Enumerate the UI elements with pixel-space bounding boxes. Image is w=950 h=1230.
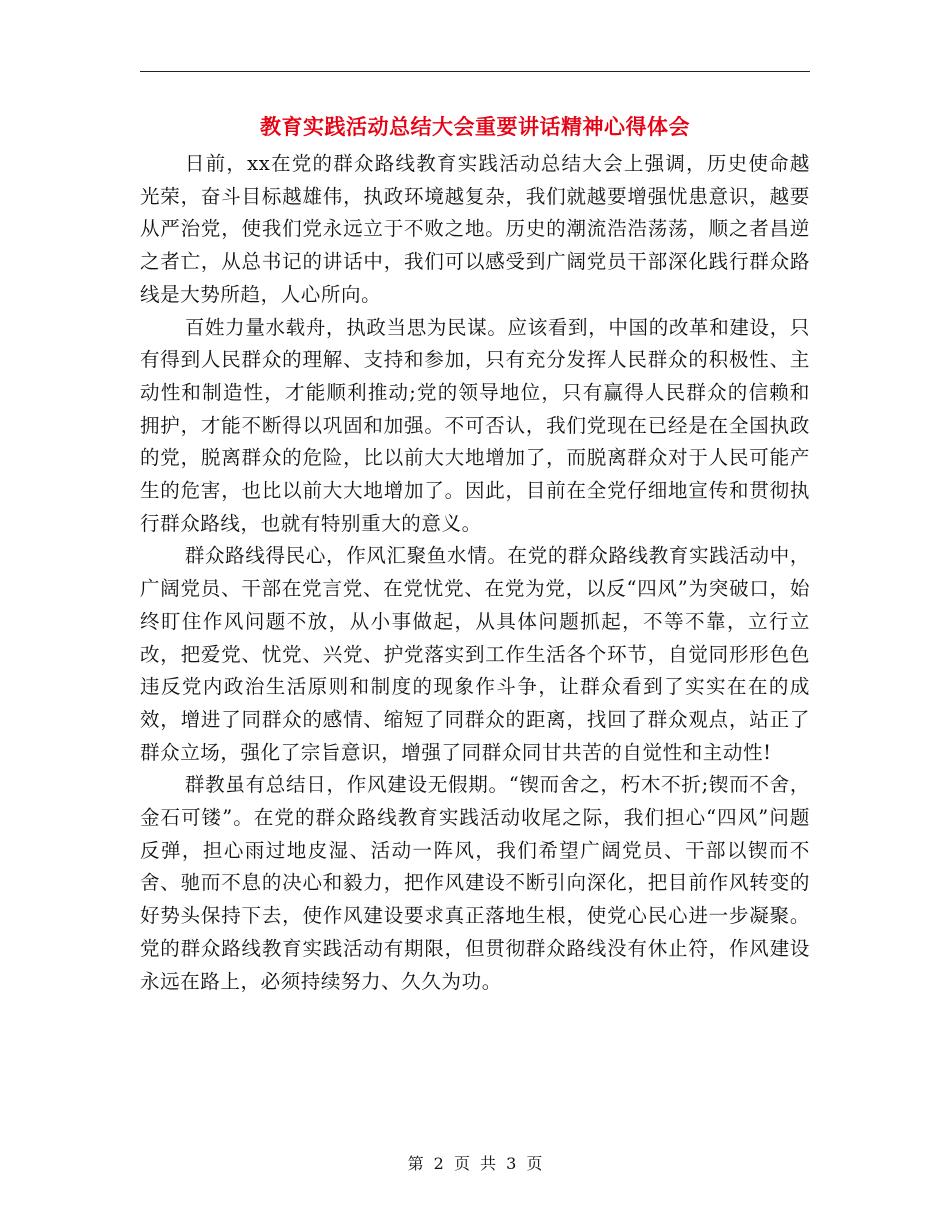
page-number-footer: 第 2 页 共 3 页 xyxy=(407,1154,543,1173)
paragraph-3: 群众路线得民心，作风汇聚鱼水情。在党的群众路线教育实践活动中，广阔党员、干部在党言党、在党忧党、在党为党，以反“四风”为突破口，始终盯住作风问题不放，从小事做起，从具体问题抓起，不等不靠，立行立改，把爱党、忧党、兴党、护党落实到工作生活各个环节，自觉同形形色色违反党内政治生活原则和制度的现象作斗争，让群众看到了实实在在的成效，增进了同群众的感情、缩短了同群众的距离，找回了群众观点，站正了群众立场，强化了宗旨意识，增强了同群众同甘共苦的自觉性和主动性! xyxy=(140,544,810,764)
paragraph-4: 群教虽有总结日，作风建设无假期。“锲而舍之，朽木不折;锲而不舍，金石可镂”。在党的群众路线教育实践活动收尾之际，我们担心“四风”问题反弹，担心雨过地皮湿、活动一阵风，我们希望广阔党员、干部以锲而不舍、驰而不息的决心和毅力，把作风建设不断引向深化，把目前作风转变的好势头保持下去，使作风建设要求真正落地生根，使党心民心进一步凝聚。党的群众路线教育实践活动有期限，但贯彻群众路线没有休止符，作风建设永远在路上，必须持续努力、久久为功。 xyxy=(140,773,810,993)
paragraph-1: 日前，xx在党的群众路线教育实践活动总结大会上强调，历史使命越光荣，奋斗目标越雄伟，执政环境越复杂，我们就越要增强忧患意识，越要从严治党，使我们党永远立于不败之地。历史的潮流浩浩荡荡，顺之者昌逆之者亡，从总书记的讲话中，我们可以感受到广阔党员干部深化践行群众路线是大势所趋，人心所向。 xyxy=(140,152,810,306)
header-rule xyxy=(140,71,810,72)
paragraph-2: 百姓力量水载舟，执政当思为民谋。应该看到，中国的改革和建设，只有得到人民群众的理解、支持和参加，只有充分发挥人民群众的积极性、主动性和制造性，才能顺利推动;党的领导地位，只有赢得人民群众的信赖和拥护，才能不断得以巩固和加强。不可否认，我们党现在已经是在全国执政的党，脱离群众的危险，比以前大大地增加了，而脱离群众对于人民可能产生的危害，也比以前大大地增加了。因此，目前在全党仔细地宣传和贯彻执行群众路线，也就有特别重大的意义。 xyxy=(140,315,810,535)
document-title: 教育实践活动总结大会重要讲话精神心得体会 xyxy=(260,114,690,139)
document-body xyxy=(140,148,810,998)
